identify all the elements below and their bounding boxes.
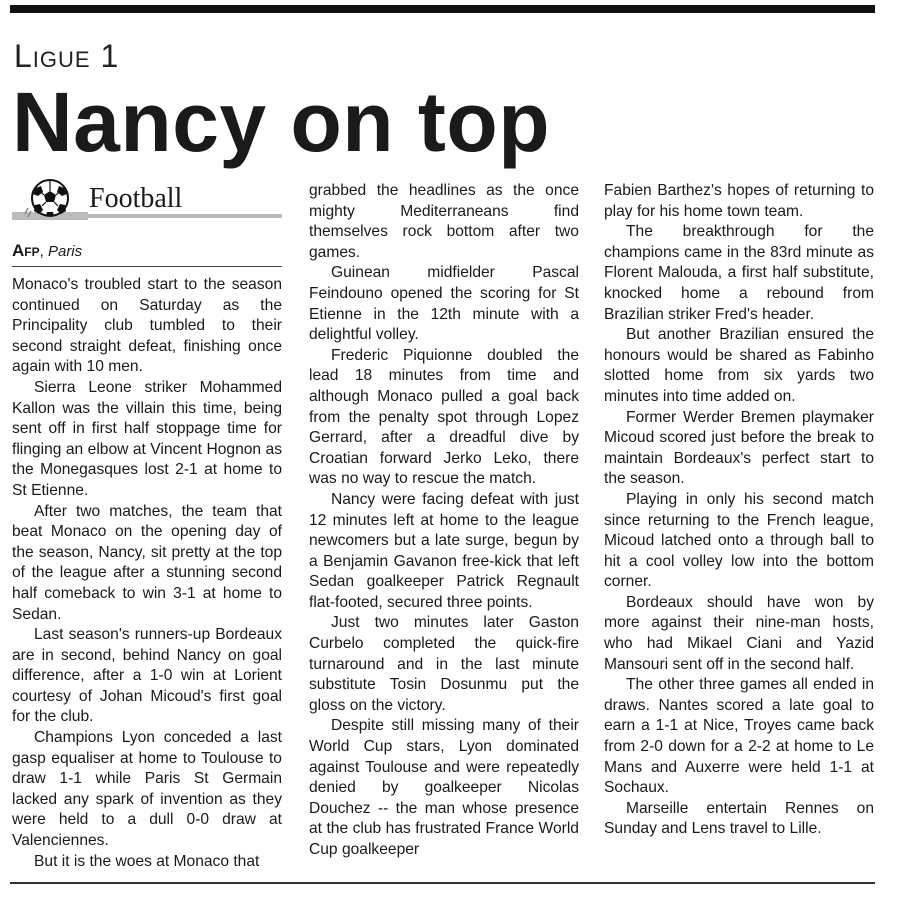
article-column-3 bbox=[604, 181, 874, 840]
byline-rule bbox=[12, 266, 282, 267]
paragraph: Despite still missing many of their World Cup stars, Lyon dominated against Toulouse and were repeatedly denied by goalkeeper Nicolas Douchez -- the man whose presence at the club has frustrated France World Cup goalkeeper bbox=[309, 717, 579, 858]
paragraph: Last season's runners-up Bordeaux are in second, behind Nancy on goal difference, after a 1-0 win at Lorient courtesy of Johan Micoud's first goal for the club. bbox=[12, 626, 282, 726]
paragraph: Frederic Piquionne doubled the lead 18 minutes from time and although Monaco pulled a goal back from the penalty spot through Lopez Gerrard, after a dreadful dive by Croatian forward Jerko Leko, there was no way to rescue the match. bbox=[309, 346, 579, 488]
paragraph: Sierra Leone striker Mohammed Kallon was the villain this time, being sent off in first half stoppage time for flinging an elbow at Vincent Hognon as the Monegasques lost 2-1 at home to St Etienne. bbox=[12, 378, 282, 499]
paragraph: After two matches, the team that beat Monaco on the opening day of the season, Nancy, sit pretty at the top of the league after a stunning second half comeback to win 3-1 at home to Sedan. bbox=[12, 502, 282, 623]
paragraph: Playing in only his second match since returning to the French league, Micoud latched onto a through ball to hit a cool volley low into the bottom corner. bbox=[604, 490, 874, 591]
paragraph: Champions Lyon conceded a last gasp equaliser at home to Toulouse to draw 1-1 while Paris St Germain lacked any spark of invention as they were held to a dull 0-0 draw at Valenciennes. bbox=[12, 729, 282, 850]
paragraph: grabbed the headlines as the once mighty Mediterraneans find themselves rock bottom after two games. bbox=[309, 182, 579, 261]
byline-agency: Afp bbox=[12, 241, 40, 260]
section-name: Football bbox=[89, 183, 183, 214]
football-icon bbox=[22, 178, 78, 218]
paragraph: The breakthrough for the champions came in the 83rd minute as Florent Malouda, a first half substitute, knocked home a rebound from Brazilian striker Fred's header. bbox=[604, 223, 874, 323]
paragraph: Bordeaux should have won by more against their nine-man hosts, who had Mikael Ciani and Yazid Mansouri sent off in the second half. bbox=[604, 593, 874, 673]
paragraph: Guinean midfielder Pascal Feindouno opened the scoring for St Etienne in the 12th minute with a delightful volley. bbox=[309, 264, 579, 344]
paragraph: But another Brazilian ensured the honours would be shared as Fabinho slotted home from six yards two minutes into time added on. bbox=[604, 326, 874, 405]
top-rule bbox=[10, 5, 875, 13]
byline: Afp, Paris bbox=[12, 241, 83, 260]
kicker: Ligue 1 bbox=[14, 38, 120, 74]
paragraph: The other three games all ended in draws. Nantes scored a late goal to earn a 1-1 at Nice, Troyes came back from 2-0 down for a 2-2 at home to Le Mans and Auxerre were held 1-1 at Sochaux. bbox=[604, 676, 874, 797]
paragraph: Marseille entertain Rennes on Sunday and Lens travel to Lille. bbox=[604, 799, 874, 838]
paragraph: But it is the woes at Monaco that bbox=[34, 852, 260, 870]
paragraph: Former Werder Bremen playmaker Micoud scored just before the break to maintain Bordeaux's perfect start to the season. bbox=[604, 408, 874, 488]
paragraph: Just two minutes later Gaston Curbelo completed the quick-fire turnaround and in the last minute substitute Tosin Dosunmu put the gloss on the victory. bbox=[309, 614, 579, 714]
bottom-rule bbox=[10, 882, 875, 884]
article-column-1 bbox=[12, 275, 282, 872]
section-label bbox=[12, 178, 282, 222]
paragraph: Monaco's troubled start to the season continued on Saturday as the Principality club tumbled to their second straight defeat, finishing once again with 10 men. bbox=[12, 276, 282, 376]
headline: Nancy on top bbox=[12, 75, 551, 169]
article-column-2 bbox=[309, 181, 579, 861]
paragraph: Fabien Barthez's hopes of returning to play for his home town team. bbox=[604, 182, 874, 220]
byline-city: Paris bbox=[47, 243, 83, 260]
paragraph: Nancy were facing defeat with just 12 minutes left at home to the league newcomers but a late surge, begun by a Benjamin Gavanon free-kick that left Sedan goalkeeper Patrick Regnault flat-footed, secured three points. bbox=[309, 490, 579, 611]
